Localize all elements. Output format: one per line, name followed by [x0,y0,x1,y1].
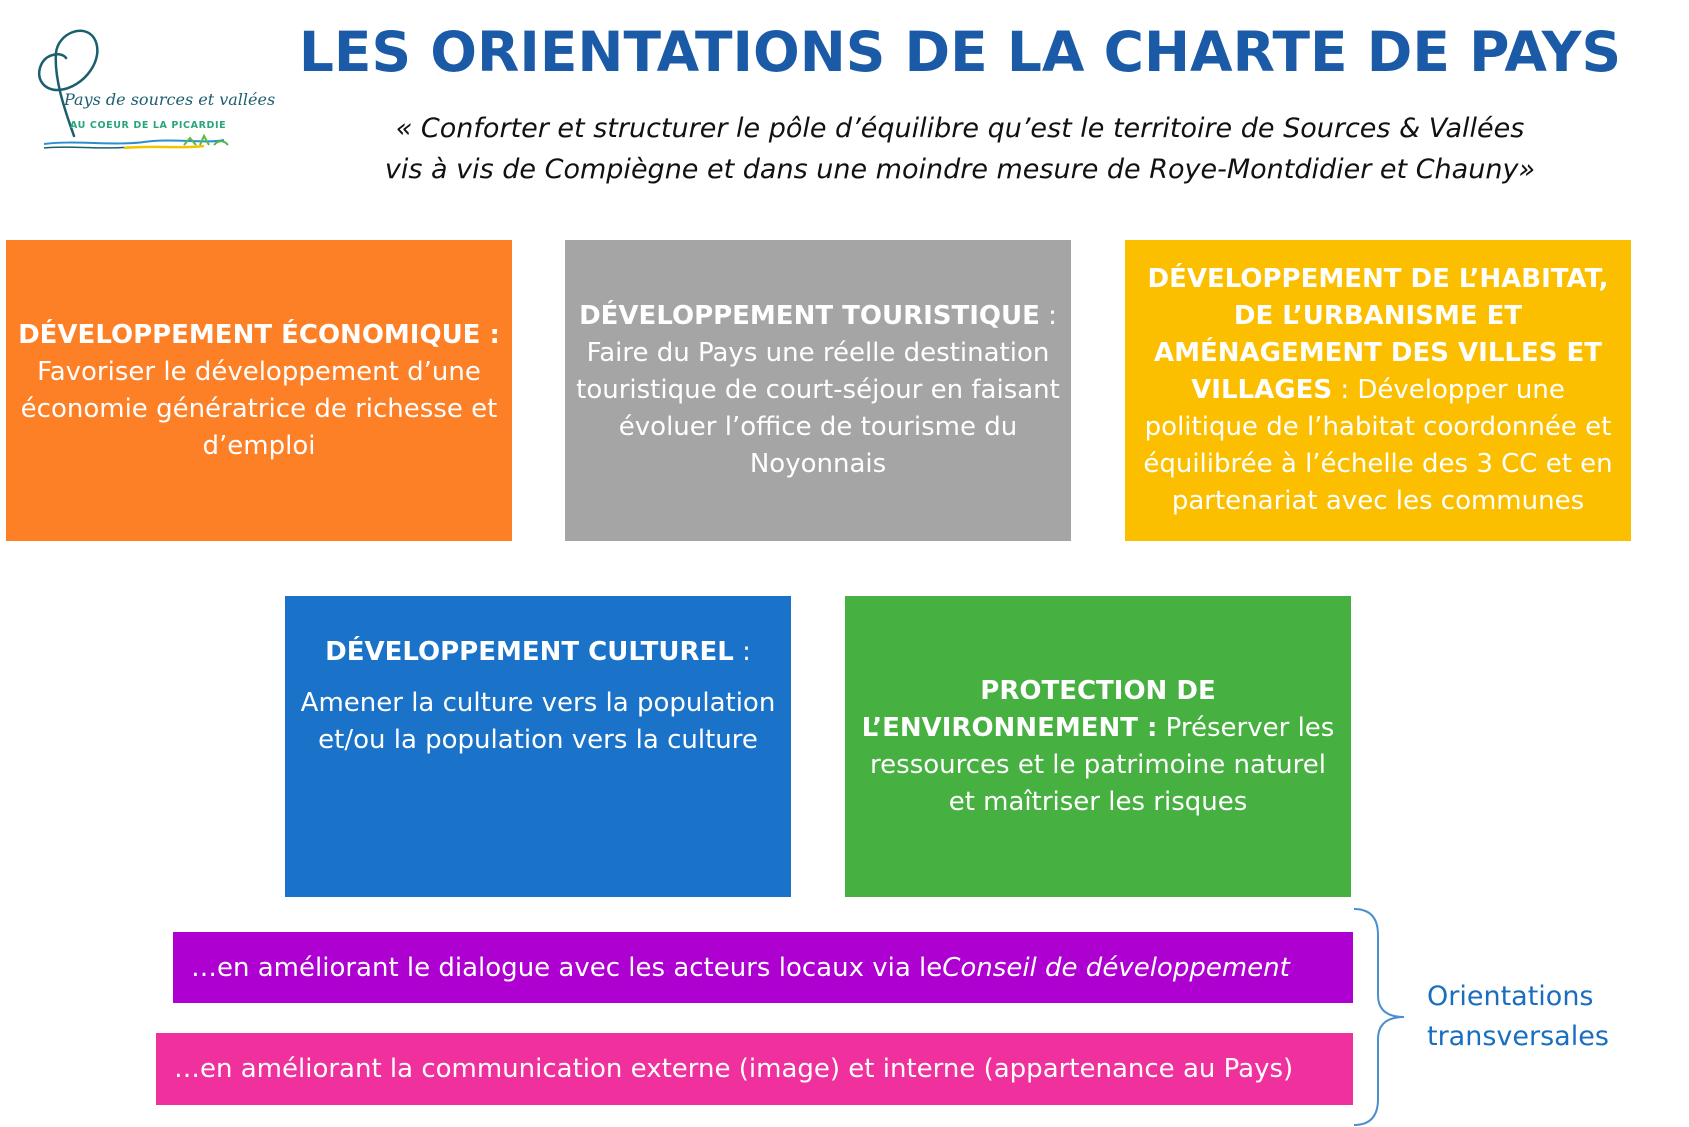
page-title: LES ORIENTATIONS DE LA CHARTE DE PAYS [298,20,1622,84]
transversal-communication-bar [156,1033,1353,1105]
logo-tagline: AU COEUR DE LA PICARDIE [70,120,227,131]
transversal-label [1427,977,1609,1057]
orientation-culturel-sep: : [733,637,751,667]
orientation-culturel-text: Amener la culture vers la population et/ou la population vers la culture [300,688,776,755]
transversal-label-line-2: transversales [1427,1021,1609,1052]
orientation-habitat-box [1125,240,1631,541]
orientation-economique-box [6,240,512,541]
orientation-environnement-box [845,596,1351,897]
orientation-touristique-sep: : [1039,301,1057,331]
orientation-culturel-box [285,596,791,897]
orientation-touristique-text: Faire du Pays une réelle destination touristique de court-séjour en faisant évoluer l’office de tourisme du Noyonnais [576,338,1060,479]
pays-logo [14,18,276,168]
orientation-touristique-box [565,240,1071,541]
orientation-environnement-text: Préserver les ressources et le patrimoine naturel et maîtriser les risques [870,712,1335,817]
orientation-economique-title: DÉVELOPPEMENT ÉCONOMIQUE : [18,319,500,350]
orientation-habitat-text: : Développer une politique de l’habitat coordonnée et équilibrée à l’échelle des 3 CC et en partenariat avec les communes [1143,375,1613,516]
orientation-habitat-title: DÉVELOPPEMENT DE L’HABITAT, DE L’URBANISME ET AMÉNAGEMENT DES VILLES ET VILLAGES [1147,264,1609,405]
orientation-economique-text: Favoriser le développement d’une économie génératrice de richesse et d’emploi [20,356,498,461]
orientation-culturel-title: DÉVELOPPEMENT CULTUREL [325,637,734,667]
conseil-developpement-text: Conseil de développement [942,952,1290,983]
subtitle-line-2: vis à vis de Compiègne et dans une moindre mesure de Roye-Montdidier et Chauny» [384,154,1536,185]
page-subtitle [250,108,1670,190]
transversal-communication-text: …en améliorant la communication externe (image) et interne (appartenance au Pays) [174,1054,1294,1084]
transversal-dialogue-bar [173,932,1353,1003]
logo-script-text: Pays de sources et vallées [64,90,276,109]
transversal-label-line-1: Orientations [1427,981,1594,1012]
orientation-environnement-title: PROTECTION DE L’ENVIRONNEMENT : [861,675,1216,743]
orientation-touristique-title: DÉVELOPPEMENT TOURISTIQUE [579,301,1040,331]
subtitle-line-1: « Conforter et structurer le pôle d’équilibre qu’est le territoire de Sources & Vallées [395,113,1525,144]
right-brace-icon [1352,907,1412,1127]
transversal-dialogue-text: …en améliorant le dialogue avec les acteurs locaux via le [191,952,943,983]
